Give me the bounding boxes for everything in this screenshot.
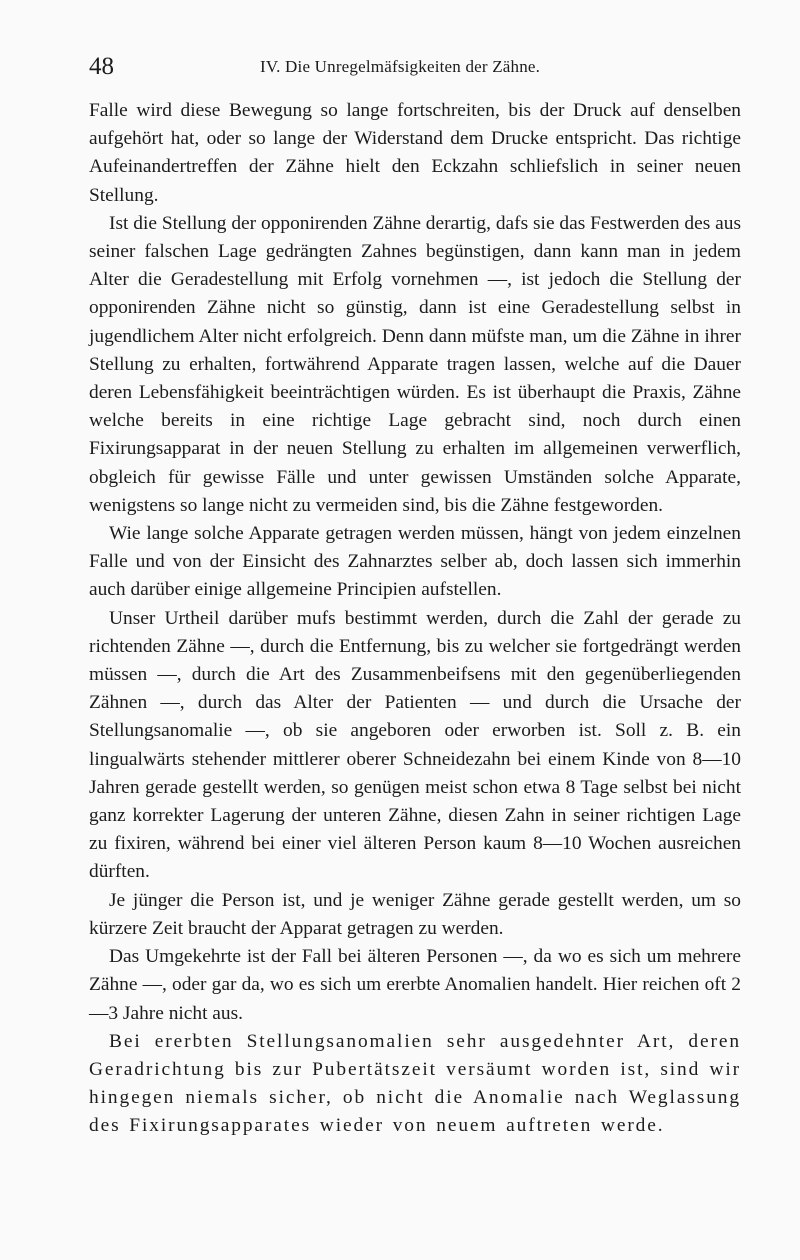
paragraph: Das Umgekehrte ist der Fall bei älteren Personen —, da wo es sich um mehrere Zähne —, oder gar da, wo es sich um ererbte Anomalien handelt. Hier reichen oft 2—3 Jahre nicht aus. [89,946,741,1024]
paragraph: Unser Urtheil darüber mufs bestimmt werden, durch die Zahl der gerade zu richtenden Zähne —, durch die Entfernung, bis zu welcher sie fortgedrängt werden müssen —, durch die Art des Zusammenbeifsens mit den gegenüberliegenden Zähnen —, durch das Alter der Patienten — und durch die Ursache der Stellungsanomalie —, ob sie angeboren oder erworben ist. Soll z. B. ein lingualwärts stehender mittlerer oberer Schneidezahn bei einem Kinde von 8—10 Jahren gerade gestellt werden, so genügen meist schon etwa 8 Tage selbst bei nicht ganz korrekter Lagerung der unteren Zähne, diesen Zahn in seiner richtigen Lage zu fixiren, während bei einer viel älteren Person kaum 8—10 Wochen ausreichen dürften. [89,607,741,883]
paragraph: Wie lange solche Apparate getragen werden müssen, hängt von jedem einzelnen Falle und von der Einsicht des Zahnarztes selber ab, doch lassen sich immerhin auch darüber einige allgemeine Principien aufstellen. [89,523,741,601]
paragraph: Ist die Stellung der opponirenden Zähne derartig, dafs sie das Festwerden des aus seiner falschen Lage gedrängten Zahnes begünstigen, dann kann man in jedem Alter die Geradestellung mit Erfolg vornehmen —, ist jedoch die Stellung der opponirenden Zähne nicht so günstig, dann ist eine Geradestellung selbst in jugendlichem Alter nicht erfolgreich. Denn dann müfste man, um die Zähne in ihrer Stellung zu erhalten, fortwährend Apparate tragen lassen, welche auf die Dauer deren Lebensfähigkeit beeinträchtigen würden. Es ist überhaupt die Praxis, Zähne welche bereits in eine richtige Lage gebracht sind, noch durch einen Fixirungsapparat in der neuen Stellung zu erhalten im allgemeinen verwerflich, obgleich für gewisse Fälle und unter gewissen Umständen solche Apparate, wenigstens so lange nicht zu vermeiden sind, bis die Zähne festgeworden. [89,212,741,516]
page-header [89,52,740,82]
running-title: IV. Die Unregelmäfsigkeiten der Zähne. [260,57,541,76]
body-text [89,97,741,1141]
paragraph: Je jünger die Person ist, und je weniger Zähne gerade gestellt werden, um so kürzere Zeit braucht der Apparat getragen zu werden. [89,889,741,939]
paragraph-continuation: Falle wird diese Bewegung so lange fortschreiten, bis der Druck auf denselben aufgehört hat, oder so lange der Widerstand dem Drucke entspricht. Das richtige Aufeinandertreffen der Zähne hielt den Eckzahn schliefslich in seiner neuen Stellung. [89,100,741,206]
paragraph-letterspaced: Bei ererbten Stellungsanomalien sehr ausgedehnter Art, deren Geradrichtung bis zur Pubertätszeit versäumt worden ist, sind wir hingegen niemals sicher, ob nicht die Anomalie nach Weglassung des Fixirungsapparates wieder von neuem auftreten werde. [89,1030,741,1137]
page-number: 48 [89,53,114,80]
